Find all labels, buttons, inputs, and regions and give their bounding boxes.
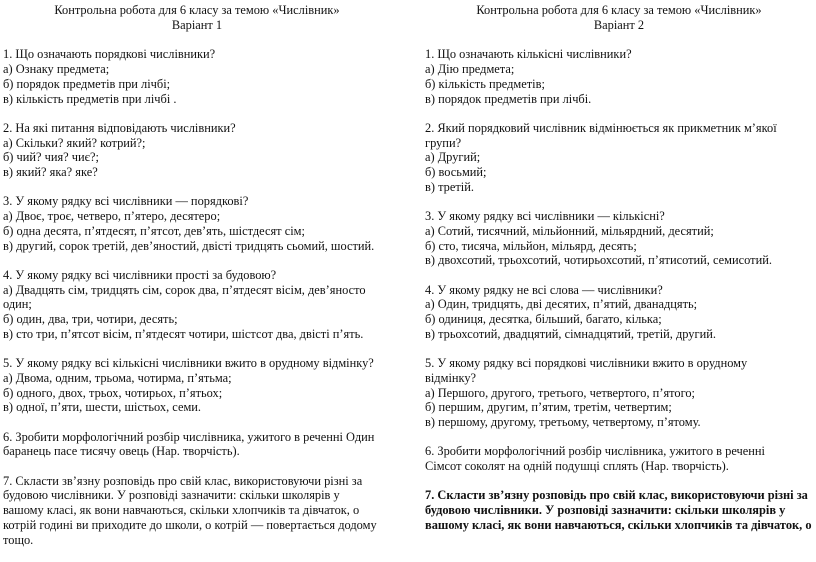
answer-c: в) другий, сорок третій, дев’яностий, двісті тридцять сьомий, шостий. — [3, 238, 375, 253]
answer-c: в) двохсотий, трьохсотий, чотирьохсотий, п’ятисотий, семисотий. — [425, 253, 772, 268]
task-line-3: вашому класі, як вони навчаються, скільки хлопчиків та дівчаток, о — [3, 503, 360, 518]
question-text-continued: відмінку? — [425, 370, 477, 385]
answer-a: а) Сотий, тисячний, мільйонний, мільярдний, десятий; — [425, 223, 714, 238]
task-line-1: 7. Скласти зв’язну розповідь про свій клас, використовуючи різні за — [3, 473, 363, 488]
task-line-2: баранець пасе тисячу овець (Нар. творчість). — [3, 444, 240, 459]
variant-2-title: Контрольна робота для 6 класу за темою «Числівник» — [476, 3, 762, 17]
variant-2-subtitle: Варіант 2 — [593, 17, 645, 32]
answer-c: в) першому, другому, третьому, четвертому, п’ятому. — [425, 414, 701, 429]
task-line-1: 7. Скласти зв’язну розповідь про свій клас, використовуючи різні за — [425, 488, 808, 503]
v2-question-4 — [425, 283, 813, 342]
answer-a: а) Дію предмета; — [425, 62, 515, 77]
question-text: 2. Який порядковий числівник відмінюється як прикметник м’якої — [425, 120, 777, 135]
answer-b: б) одиниця, десятка, більший, багато, кілька; — [425, 312, 662, 327]
task-line-4: котрій годині ви приходите до школи, о котрій — повертається додому — [3, 517, 377, 532]
v1-question-2 — [3, 121, 391, 180]
answer-c: в) третій. — [425, 179, 474, 194]
answer-b: б) одна десята, п’ятдесят, п’ятсот, дев’ять, шістдесят сім; — [3, 223, 305, 238]
variant-1-title: Контрольна робота для 6 класу за темою «Числівник» — [54, 3, 340, 17]
task-line-1: 6. Зробити морфологічний розбір числівника, ужитого в реченні — [425, 444, 765, 459]
answer-b: б) один, два, три, чотири, десять; — [3, 312, 178, 327]
answer-a-continued: один; — [3, 297, 32, 312]
task-line-2: Сімсот соколят на одній подушці сплять (Нар. творчість). — [425, 459, 729, 474]
v1-question-4 — [3, 268, 391, 342]
task-line-1: 6. Зробити морфологічний розбір числівника, ужитого в реченні Один — [3, 429, 375, 444]
answer-a: а) Двоє, троє, четверо, п’ятеро, десятеро; — [3, 209, 221, 224]
question-text: 2. На які питання відповідають числівники? — [3, 120, 236, 135]
v2-question-5 — [425, 356, 813, 430]
answer-b: б) чий? чия? чиє?; — [3, 150, 99, 165]
question-text: 3. У якому рядку всі числівники — кількісні? — [425, 209, 665, 224]
v1-question-1 — [3, 47, 391, 106]
v1-question-6 — [3, 430, 391, 459]
question-text: 5. У якому рядку всі кількісні числівники вжито в орудному відмінку? — [3, 356, 374, 371]
answer-c: в) кількість предметів при лічбі . — [3, 91, 177, 106]
task-line-5: тощо. — [3, 532, 34, 547]
answer-c: в) порядок предметів при лічбі. — [425, 91, 592, 106]
answer-b: б) порядок предметів при лічбі; — [3, 76, 171, 91]
variant-1-subtitle: Варіант 1 — [171, 17, 223, 32]
variant-2-column — [425, 3, 813, 547]
question-text-continued: групи? — [425, 135, 462, 150]
question-text: 1. Що означають порядкові числівники? — [3, 47, 216, 62]
question-text: 4. У якому рядку не всі слова — числівники? — [425, 282, 663, 297]
answer-a: а) Двома, одним, трьома, чотирма, п’ятьма; — [3, 370, 232, 385]
answer-a: а) Двадцять сім, тридцять сім, сорок два, п’ятдесят вісім, дев’яносто — [3, 282, 366, 297]
v2-question-2 — [425, 121, 813, 195]
answer-b: б) одного, двох, трьох, чотирьох, п’ятьох; — [3, 385, 223, 400]
task-line-2: будовою числівники. У розповіді зазначити: скільки школярів у — [3, 488, 340, 503]
answer-c: в) який? яка? яке? — [3, 165, 98, 180]
v1-question-5 — [3, 356, 391, 415]
question-text: 5. У якому рядку всі порядкові числівники вжито в орудному — [425, 356, 748, 371]
answer-a: а) Другий; — [425, 150, 481, 165]
answer-b: б) сто, тисяча, мільйон, мільярд, десять; — [425, 238, 637, 253]
question-text: 3. У якому рядку всі числівники — порядкові? — [3, 194, 249, 209]
question-text: 4. У якому рядку всі числівники прості за будовою? — [3, 267, 277, 282]
answer-c: в) одної, п’яти, шести, шістьох, семи. — [3, 400, 202, 415]
task-line-2: будовою числівники. У розповіді зазначити: скільки школярів у — [425, 503, 786, 518]
answer-a: а) Скільки? який? котрий?; — [3, 135, 146, 150]
v2-question-3 — [425, 209, 813, 268]
variant-2-header — [425, 3, 813, 32]
answer-b: б) восьмий; — [425, 165, 487, 180]
v2-question-6 — [425, 444, 813, 473]
answer-c: в) сто три, п’ятсот вісім, п’ятдесят чотири, шістсот два, двісті п’ять. — [3, 326, 364, 341]
variant-1-header — [3, 3, 391, 32]
answer-c: в) трьохсотий, двадцятий, сімнадцятий, третій, другий. — [425, 326, 716, 341]
answer-a: а) Першого, другого, третього, четвертого, п’ятого; — [425, 385, 695, 400]
v2-question-1 — [425, 47, 813, 106]
question-text: 1. Що означають кількісні числівники? — [425, 47, 632, 62]
answer-a: а) Один, тридцять, дві десятих, п’ятий, дванадцять; — [425, 297, 698, 312]
answer-a: а) Ознаку предмета; — [3, 62, 110, 77]
task-line-3: вашому класі, як вони навчаються, скільки хлопчиків та дівчаток, о — [425, 517, 812, 532]
v1-question-7 — [3, 474, 391, 548]
variant-1-column — [3, 3, 391, 562]
v1-question-3 — [3, 194, 391, 253]
v2-question-7 — [425, 488, 813, 532]
answer-b: б) кількість предметів; — [425, 76, 545, 91]
answer-b: б) першим, другим, п’ятим, третім, четвертим; — [425, 400, 672, 415]
